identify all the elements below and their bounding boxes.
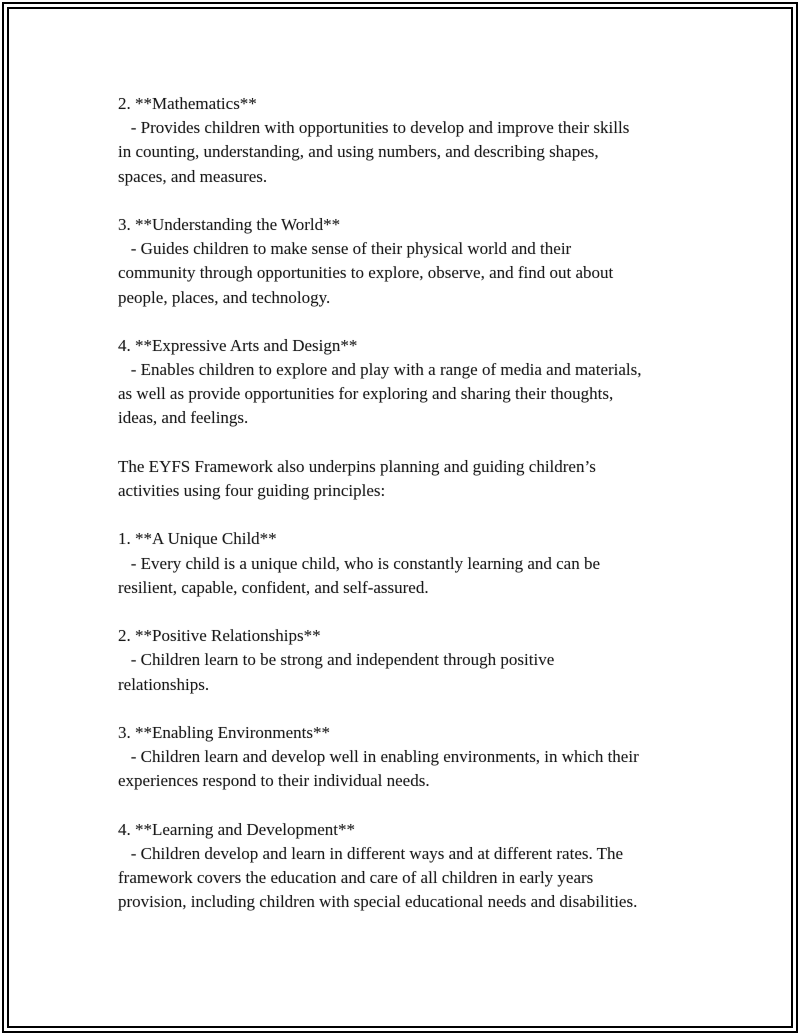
section-heading-line: 4. **Learning and Development** — [118, 819, 355, 839]
section-heading-line: 3. **Enabling Environments** — [118, 722, 331, 742]
text-line: framework covers the education and care of all children in early years — [118, 868, 594, 887]
text-line: - Guides children to make sense of their physical world and their — [118, 239, 572, 259]
text-line: people, places, and technology. — [118, 287, 331, 307]
section-heading-line: 2. **Mathematics** — [118, 94, 257, 113]
text-section — [118, 818, 698, 915]
section-heading-line: 1. **A Unique Child** — [118, 529, 277, 549]
text-line: as well as provide opportunities for exploring and sharing their thoughts, — [118, 384, 614, 404]
text-line: community through opportunities to explore, observe, and find out about — [118, 263, 614, 283]
text-line: experiences respond to their individual needs. — [118, 771, 430, 791]
text-section — [118, 721, 698, 794]
text-line: in counting, understanding, and using numbers, and describing shapes, — [118, 142, 599, 162]
text-line: - Every child is a unique child, who is constantly learning and can be — [118, 553, 601, 573]
text-line: spaces, and measures. — [118, 166, 268, 186]
text-line: - Enables children to explore and play with a range of media and materials, — [118, 360, 642, 380]
text-section — [118, 455, 698, 503]
text-line: ideas, and feelings. — [118, 408, 249, 428]
document-body — [118, 92, 698, 939]
text-section — [118, 92, 698, 189]
text-line: - Children learn to be strong and independent through positive — [118, 650, 555, 670]
text-line: relationships. — [118, 674, 210, 694]
text-section — [118, 334, 698, 431]
text-section — [118, 624, 698, 697]
text-line: provision, including children with special educational needs and disabilities. — [118, 892, 638, 912]
text-line: activities using four guiding principles: — [118, 481, 386, 500]
section-heading-line: The EYFS Framework also underpins planning and guiding children’s — [118, 456, 596, 476]
text-line: - Children develop and learn in different ways and at different rates. The — [118, 843, 624, 863]
text-section — [118, 527, 698, 600]
text-line: - Children learn and develop well in enabling environments, in which their — [118, 747, 639, 767]
section-heading-line: 4. **Expressive Arts and Design** — [118, 335, 358, 355]
text-section — [118, 213, 698, 310]
section-heading-line: 3. **Understanding the World** — [118, 214, 341, 234]
text-line: resilient, capable, confident, and self-assured. — [118, 577, 429, 597]
text-line: - Provides children with opportunities to develop and improve their skills — [118, 118, 630, 138]
section-heading-line: 2. **Positive Relationships** — [118, 626, 321, 646]
